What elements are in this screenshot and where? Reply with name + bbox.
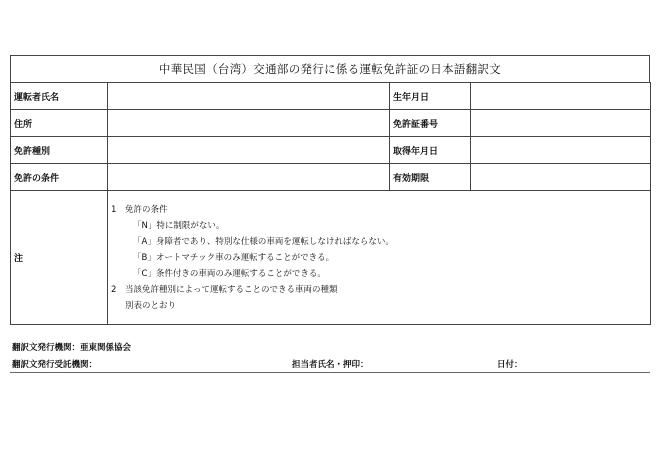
conditions-label: 免許の条件 [11, 164, 108, 191]
date-label: 日付： [497, 360, 523, 370]
license-type-value [108, 137, 390, 164]
validity-label: 有効期限 [390, 164, 471, 191]
issuer-text: 翻訳文発行機関：亜東関係協会 [12, 343, 132, 353]
conditions-value [108, 164, 390, 191]
acquired-date-label: 取得年月日 [390, 137, 471, 164]
license-number-value [471, 110, 651, 137]
note-number: 2 [111, 284, 117, 295]
driver-name-label: 運転者氏名 [11, 83, 108, 110]
footer-line-issuer [12, 340, 648, 357]
note-condition-n: 「N」特に制限がない。 [133, 220, 225, 231]
birthdate-value [471, 83, 651, 110]
birthdate-label: 生年月日 [390, 83, 471, 110]
table-row [11, 164, 651, 191]
license-number-label: 免許証番号 [390, 110, 471, 137]
commissioned-label: 翻訳文発行受託機関： [12, 360, 98, 370]
note-condition-b: 「B」オートマチック車のみ運転することができる。 [133, 252, 335, 263]
license-type-label: 免許種別 [11, 137, 108, 164]
footer [12, 340, 648, 374]
table-row [11, 110, 651, 137]
address-value [108, 110, 390, 137]
representative-label: 担当者氏名・押印： [292, 360, 369, 370]
acquired-date-value [471, 137, 651, 164]
note-condition-c: 「C」条件付きの車両のみ運転することができる。 [133, 268, 326, 279]
note-number: 1 [111, 204, 117, 215]
table-row [11, 83, 651, 110]
document-title: 中華民国（台湾）交通部の発行に係る運転免許証の日本語翻訳文 [10, 55, 650, 82]
note-title: 当該免許種別によって運転することのできる車両の種類 [125, 284, 338, 295]
notes-content [108, 191, 651, 325]
table-row [11, 137, 651, 164]
note-item-2 [111, 282, 647, 298]
translation-document [10, 55, 650, 325]
driver-name-value [108, 83, 390, 110]
note-condition-a: 「A」身障者であり、特別な仕様の車両を運転しなければならない。 [133, 236, 394, 247]
notes-label: 注 [11, 191, 108, 325]
note-title: 免許の条件 [125, 204, 168, 215]
license-form-table [10, 82, 651, 325]
footer-divider [10, 372, 650, 373]
validity-value [471, 164, 651, 191]
address-label: 住所 [11, 110, 108, 137]
note-item-1 [111, 202, 647, 218]
notes-row [11, 191, 651, 325]
note-item-2-sub: 別表のとおり [125, 300, 177, 311]
